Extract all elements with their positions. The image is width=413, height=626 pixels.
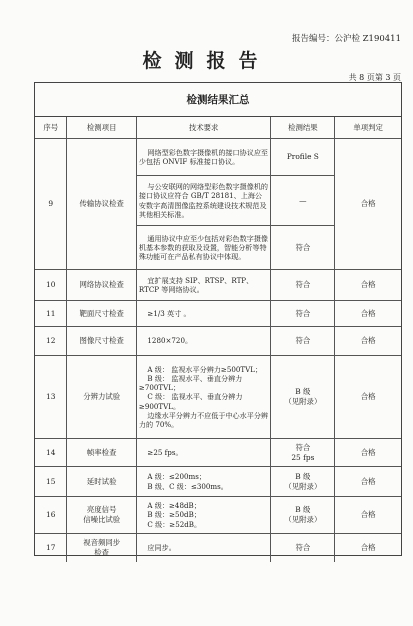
test-result	[271, 356, 335, 439]
test-result: 符合	[271, 534, 335, 562]
test-result	[271, 467, 335, 497]
result-line: （见附录）	[284, 397, 322, 406]
technical-requirement	[136, 467, 270, 497]
row-number: 16	[35, 497, 67, 534]
test-item	[67, 534, 136, 562]
item-line: 信噪比试验	[83, 515, 121, 524]
page-title: 检测报告	[142, 50, 271, 72]
technical-requirement	[136, 356, 270, 439]
requirement-line: C 级： 监视水平、垂直分辨力≥900TVL。	[138, 392, 243, 411]
table-row	[35, 467, 401, 497]
page-info: 共 8 页第 3 页	[348, 73, 401, 82]
test-item: 分辨力试验	[67, 356, 136, 439]
technical-requirement: 应同步。	[136, 534, 270, 562]
table-row	[35, 497, 401, 534]
table-header-row	[35, 117, 401, 139]
requirement-line: A 级： 监视水平分辨力≥500TVL；	[147, 364, 263, 374]
test-item: 网络协议检查	[67, 270, 136, 301]
requirement-line: C 级：≥52dB。	[147, 519, 202, 529]
technical-requirement: 1280×720。	[136, 327, 270, 356]
test-item: 传输协议检查	[67, 139, 136, 270]
row-number: 9	[35, 139, 67, 270]
row-number: 10	[35, 270, 67, 301]
requirement-line: A 级：≥48dB；	[147, 501, 201, 511]
requirement-line: 边缘水平分辨力不应低于中心水平分辨力的 70%。	[138, 410, 269, 430]
table-row	[35, 439, 401, 467]
result-line: B 级	[295, 471, 311, 481]
test-result: 符合	[271, 270, 335, 301]
requirement-line: A 级：≤200ms；	[147, 472, 206, 482]
item-line: 检查	[94, 547, 110, 557]
verdict: 合格	[335, 497, 401, 534]
verdict: 合格	[335, 301, 401, 327]
row-number: 15	[35, 467, 67, 497]
result-line: 符合	[295, 442, 311, 452]
report-number: 报告编号：公沪检 Z190411	[291, 34, 401, 44]
section-title: 检测结果汇总	[35, 83, 401, 117]
verdict: 合格	[335, 270, 401, 301]
technical-requirement: ≥1/3 英寸 。	[136, 301, 270, 327]
column-header: 检测结果	[271, 117, 335, 139]
test-item	[67, 497, 136, 534]
verdict: 合格	[335, 439, 401, 467]
technical-requirement: 与公安联网的网络型彩色数字摄像机的接口协议应符合 GB/T 28181、上海公安数字高清图像监控系统建设技术规范及其他相关标准。	[136, 176, 270, 226]
result-line: （见附录）	[284, 481, 322, 491]
table-row	[35, 270, 401, 301]
test-result: —	[271, 176, 335, 226]
row-number: 17	[35, 534, 67, 562]
test-item: 帧率检查	[67, 439, 136, 467]
verdict: 合格	[335, 534, 401, 562]
row-number: 11	[35, 301, 67, 327]
result-line: （见附录）	[284, 515, 322, 524]
row-number: 12	[35, 327, 67, 356]
test-result: Profile S	[271, 139, 335, 176]
column-header: 检测项目	[67, 117, 136, 139]
column-header: 技术要求	[136, 117, 270, 139]
technical-requirement: ≥25 fps。	[136, 439, 270, 467]
item-line: 亮度信号	[86, 505, 117, 515]
requirement-line: B 级：≥50dB；	[147, 510, 201, 520]
result-line: B 级	[295, 387, 311, 397]
test-item: 延时试验	[67, 467, 136, 497]
test-item: 靶面尺寸检查	[67, 301, 136, 327]
test-result	[271, 497, 335, 534]
technical-requirement	[136, 497, 270, 534]
column-header: 序号	[35, 117, 67, 139]
column-header: 单项判定	[335, 117, 401, 139]
test-result	[271, 439, 335, 467]
table-row	[35, 139, 401, 176]
table-row	[35, 327, 401, 356]
row-number: 14	[35, 439, 67, 467]
test-result: 符合	[271, 226, 335, 270]
requirement-line: B 级： 监视水平、垂直分辨力≥700TVL；	[138, 373, 243, 393]
result-line: B 级	[295, 505, 311, 515]
test-result: 符合	[271, 327, 335, 356]
verdict: 合格	[335, 467, 401, 497]
results-table	[35, 117, 401, 562]
result-line: 25 fps	[291, 452, 315, 462]
technical-requirement: 通用协议中应至少包括对彩色数字摄像机基本参数的获取及设置，智能分析等特殊功能可在产品私有协议中体现。	[136, 226, 270, 270]
row-number: 13	[35, 356, 67, 439]
verdict: 合格	[335, 139, 401, 270]
technical-requirement: 宜扩展支持 SIP、RTSP、RTP、RTCP 等网络协议。	[136, 270, 270, 301]
test-item: 图像尺寸检查	[67, 327, 136, 356]
test-result: 符合	[271, 301, 335, 327]
item-line: 视音频同步	[83, 538, 121, 548]
verdict: 合格	[335, 327, 401, 356]
technical-requirement: 网络型彩色数字摄像机的接口协议应至少包括 ONVIF 标准接口协议。	[136, 139, 270, 176]
verdict: 合格	[335, 356, 401, 439]
table-row	[35, 356, 401, 439]
results-summary-frame	[34, 82, 402, 556]
table-row	[35, 534, 401, 562]
requirement-line: B 级、C 级：≤300ms。	[147, 481, 228, 491]
table-row	[35, 301, 401, 327]
